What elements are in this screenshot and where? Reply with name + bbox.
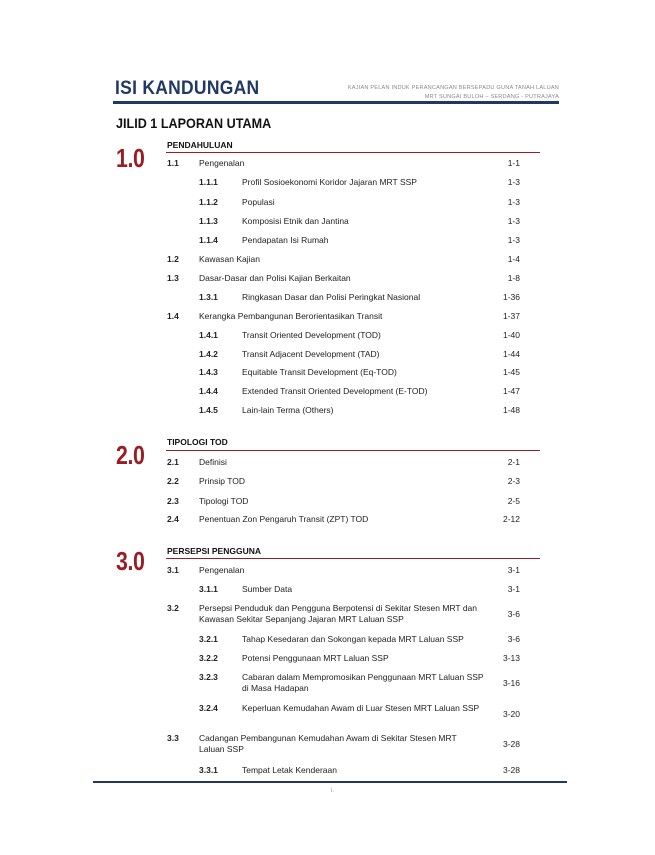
section-title: Cadangan Pembangunan Kemudahan Awam di Sekitar Stesen MRT Laluan SSP — [199, 733, 457, 754]
section-page: 1-3 — [507, 216, 520, 226]
section-number: 1.4.4 — [199, 386, 218, 396]
section-title: Persepsi Penduduk dan Pengguna Berpotensi di Sekitar Stesen MRT dan Kawasan Sekitar Sepanjang Jajaran MRT Laluan SSP — [199, 603, 478, 624]
section-title: Pengenalan — [199, 565, 245, 575]
section-number: 2.1 — [167, 457, 179, 467]
section-page: 2-5 — [507, 496, 520, 506]
section-page: 3-1 — [507, 584, 520, 594]
section-title: Tipologi TOD — [199, 496, 249, 506]
section-number: 1.1.1 — [199, 177, 218, 187]
section-page: 1-36 — [502, 292, 520, 302]
section-title: Prinsip TOD — [199, 476, 245, 486]
section-page: 3-28 — [502, 739, 520, 749]
section-number: 3.2.2 — [199, 653, 218, 663]
section-title: Dasar-Dasar dan Polisi Kajian Berkaitan — [199, 273, 351, 283]
section-number: 2.4 — [167, 514, 179, 524]
page-number: i. — [331, 788, 334, 794]
section-number: 1.2 — [167, 254, 179, 264]
section-page: 1-1 — [507, 158, 520, 168]
section-title: Penentuan Zon Pengaruh Transit (ZPT) TOD — [199, 514, 369, 524]
section-page: 1-40 — [502, 330, 520, 340]
section-title: Kawasan Kajian — [199, 254, 260, 264]
section-title: Ringkasan Dasar dan Polisi Peringkat Nasional — [242, 292, 421, 302]
section-number: 1.3.1 — [199, 292, 218, 302]
section-number: 1.1.4 — [199, 235, 218, 245]
section-number: 3.2.3 — [199, 672, 218, 682]
section-number: 1.1.3 — [199, 216, 218, 226]
section-page: 3-20 — [502, 709, 520, 719]
section-number: 3.3 — [167, 733, 179, 743]
section-number: 1.3 — [167, 273, 179, 283]
section-number: 1.4 — [167, 311, 179, 321]
section-page: 1-3 — [507, 177, 520, 187]
section-page: 1-3 — [507, 197, 520, 207]
section-title: Cabaran dalam Mempromosikan Penggunaan MRT Laluan SSP di Masa Hadapan — [242, 672, 484, 693]
section-page: 2-12 — [502, 514, 520, 524]
section-number: 2.2 — [167, 476, 179, 486]
page-title: ISI KANDUNGAN — [115, 78, 260, 99]
section-title: Keperluan Kemudahan Awam di Luar Stesen MRT Laluan SSP — [242, 703, 480, 713]
section-title: Equitable Transit Development (Eq-TOD) — [242, 367, 397, 377]
section-number: 3.2 — [167, 603, 179, 613]
section-title: Transit Adjacent Development (TAD) — [242, 349, 380, 359]
section-number: 3.2.1 — [199, 634, 218, 644]
section-title: Transit Oriented Development (TOD) — [242, 330, 381, 340]
section-page: 3-6 — [507, 634, 520, 644]
chapter-rule — [166, 450, 540, 451]
chapter-rule — [166, 558, 540, 559]
section-number: 1.4.2 — [199, 349, 218, 359]
section-page: 3-13 — [502, 653, 520, 663]
section-page: 1-4 — [507, 254, 520, 264]
chapter-rule — [166, 152, 540, 153]
report-subtitle — [348, 84, 559, 102]
section-number: 1.1.2 — [199, 197, 218, 207]
section-page: 3-28 — [502, 765, 520, 775]
section-page: 2-1 — [507, 457, 520, 467]
section-number: 3.3.1 — [199, 765, 218, 775]
section-title: Definisi — [199, 457, 227, 467]
chapter-number: 2.0 — [116, 440, 145, 470]
section-title: Extended Transit Oriented Development (E-TOD) — [242, 386, 428, 396]
section-title: Pengenalan — [199, 158, 245, 168]
section-title: Komposisi Etnik dan Jantina — [242, 216, 349, 226]
section-number: 1.4.3 — [199, 367, 218, 377]
section-title: Potensi Penggunaan MRT Laluan SSP — [242, 653, 389, 663]
section-number: 3.1 — [167, 565, 179, 575]
section-page: 1-44 — [502, 349, 520, 359]
section-title: Lain-lain Terma (Others) — [242, 405, 334, 415]
section-title: Profil Sosioekonomi Koridor Jajaran MRT SSP — [242, 177, 417, 187]
section-page: 3-1 — [507, 565, 520, 575]
section-page: 2-3 — [507, 476, 520, 486]
section-page: 1-3 — [507, 235, 520, 245]
section-page: 1-8 — [507, 273, 520, 283]
section-number: 3.2.4 — [199, 703, 218, 713]
chapter-number: 3.0 — [116, 546, 145, 576]
section-page: 3-6 — [507, 609, 520, 619]
footer-rule — [93, 781, 567, 783]
section-title: Tahap Kesedaran dan Sokongan kepada MRT Laluan SSP — [242, 634, 464, 644]
section-page: 1-45 — [502, 367, 520, 377]
section-title: Populasi — [242, 197, 275, 207]
section-title: Sumber Data — [242, 584, 293, 594]
section-title: Tempat Letak Kenderaan — [242, 765, 337, 775]
header-rule — [113, 101, 559, 104]
section-title: Kerangka Pembangunan Berorientasikan Transit — [199, 311, 383, 321]
section-page: 1-48 — [502, 405, 520, 415]
chapter-title: PENDAHULUAN — [167, 140, 233, 150]
section-number: 1.4.5 — [199, 405, 218, 415]
section-page: 1-47 — [502, 386, 520, 396]
volume-title: JILID 1 LAPORAN UTAMA — [116, 115, 272, 131]
subtitle-line-2: MRT SUNGAI BULOH – SERDANG - PUTRAJAYA — [424, 94, 559, 100]
section-number: 3.1.1 — [199, 584, 218, 594]
section-page: 3-16 — [502, 678, 520, 688]
section-number: 2.3 — [167, 496, 179, 506]
chapter-title: PERSEPSI PENGGUNA — [167, 546, 261, 556]
section-number: 1.4.1 — [199, 330, 218, 340]
chapter-number: 1.0 — [116, 143, 145, 173]
subtitle-line-1: KAJIAN PELAN INDUK PERANCANGAN BERSEPADU GUNA TANAH LALUAN — [347, 85, 559, 91]
chapter-title: TIPOLOGI TOD — [167, 437, 228, 447]
section-title: Pendapatan Isi Rumah — [242, 235, 329, 245]
section-number: 1.1 — [167, 158, 179, 168]
section-page: 1-37 — [502, 311, 520, 321]
